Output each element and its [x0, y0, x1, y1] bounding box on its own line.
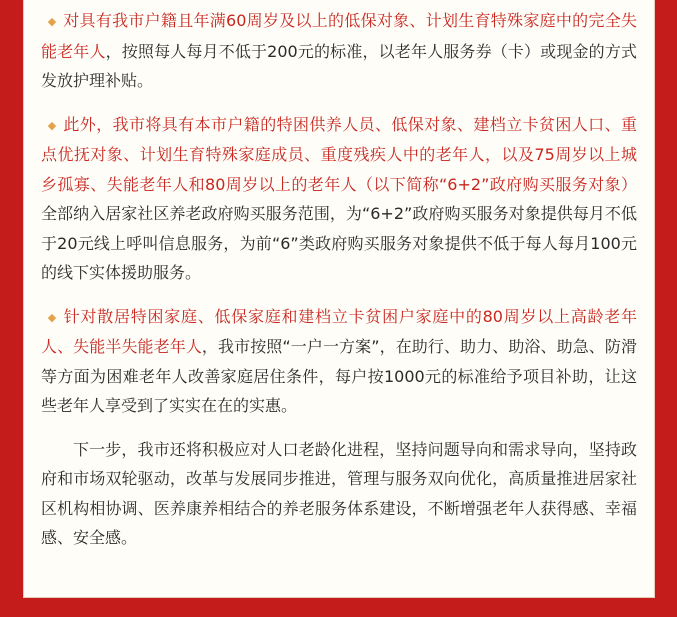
- paragraph-government-purchase: [41, 110, 637, 288]
- paragraph-text: ，我市按照“一户一方案”，在助行、助力、助浴、助急、防滑等方面为困难老年人改善家庭居住条件，每户按1000元的标准给予项目补助，让这些老年人享受到了实实在在的实惠。: [41, 337, 637, 415]
- paragraph-highlight: 对具有我市户籍且年满60周岁及以上的低保对象、计划生育特殊家庭中的完全失能老年人: [41, 11, 637, 61]
- diamond-bullet-icon: ◆: [47, 118, 57, 132]
- paragraph-highlight: 针对散居特困家庭、低保家庭和建档立卡贫困户家庭中的80周岁以上高龄老年人、失能半失能老年人: [41, 306, 637, 356]
- paragraph-nursing-subsidy: [41, 6, 637, 96]
- diamond-bullet-icon: ◆: [47, 15, 57, 28]
- paragraph-text: 全部纳入居家社区养老政府购买服务范围，为“6+2”政府购买服务对象提供每月不低于20元线上呼叫信息服务，为前“6”类政府购买服务对象提供不低于每人每月100元的线下实体援助服务。: [41, 204, 637, 282]
- paragraph-text: ，按照每人每月不低于200元的标准，以老年人服务券（卡）或现金的方式发放护理补贴。: [41, 41, 637, 90]
- paragraph-home-renovation: [41, 302, 637, 421]
- paragraph-next-steps: 下一步，我市还将积极应对人口老龄化进程，坚持问题导向和需求导向，坚持政府和市场双轮驱动，改革与发展同步推进，管理与服务双向优化，高质量推进居家社区机构相协调、医养康养相结合的养老服务体系建设，不断增强老年人获得感、幸福感、安全感。: [41, 439, 637, 547]
- diamond-bullet-icon: ◆: [47, 310, 57, 324]
- paragraph-highlight: 此外，我市将具有本市户籍的特困供养人员、低保对象、建档立卡贫困人口、重点优抚对象、计划生育特殊家庭成员、重度残疾人中的老年人，以及75周岁以上城乡孤寡、失能老年人和80周岁以上的老年人（以下简称“6+2”政府购买服务对象）: [41, 114, 637, 194]
- article-body: [41, 6, 637, 567]
